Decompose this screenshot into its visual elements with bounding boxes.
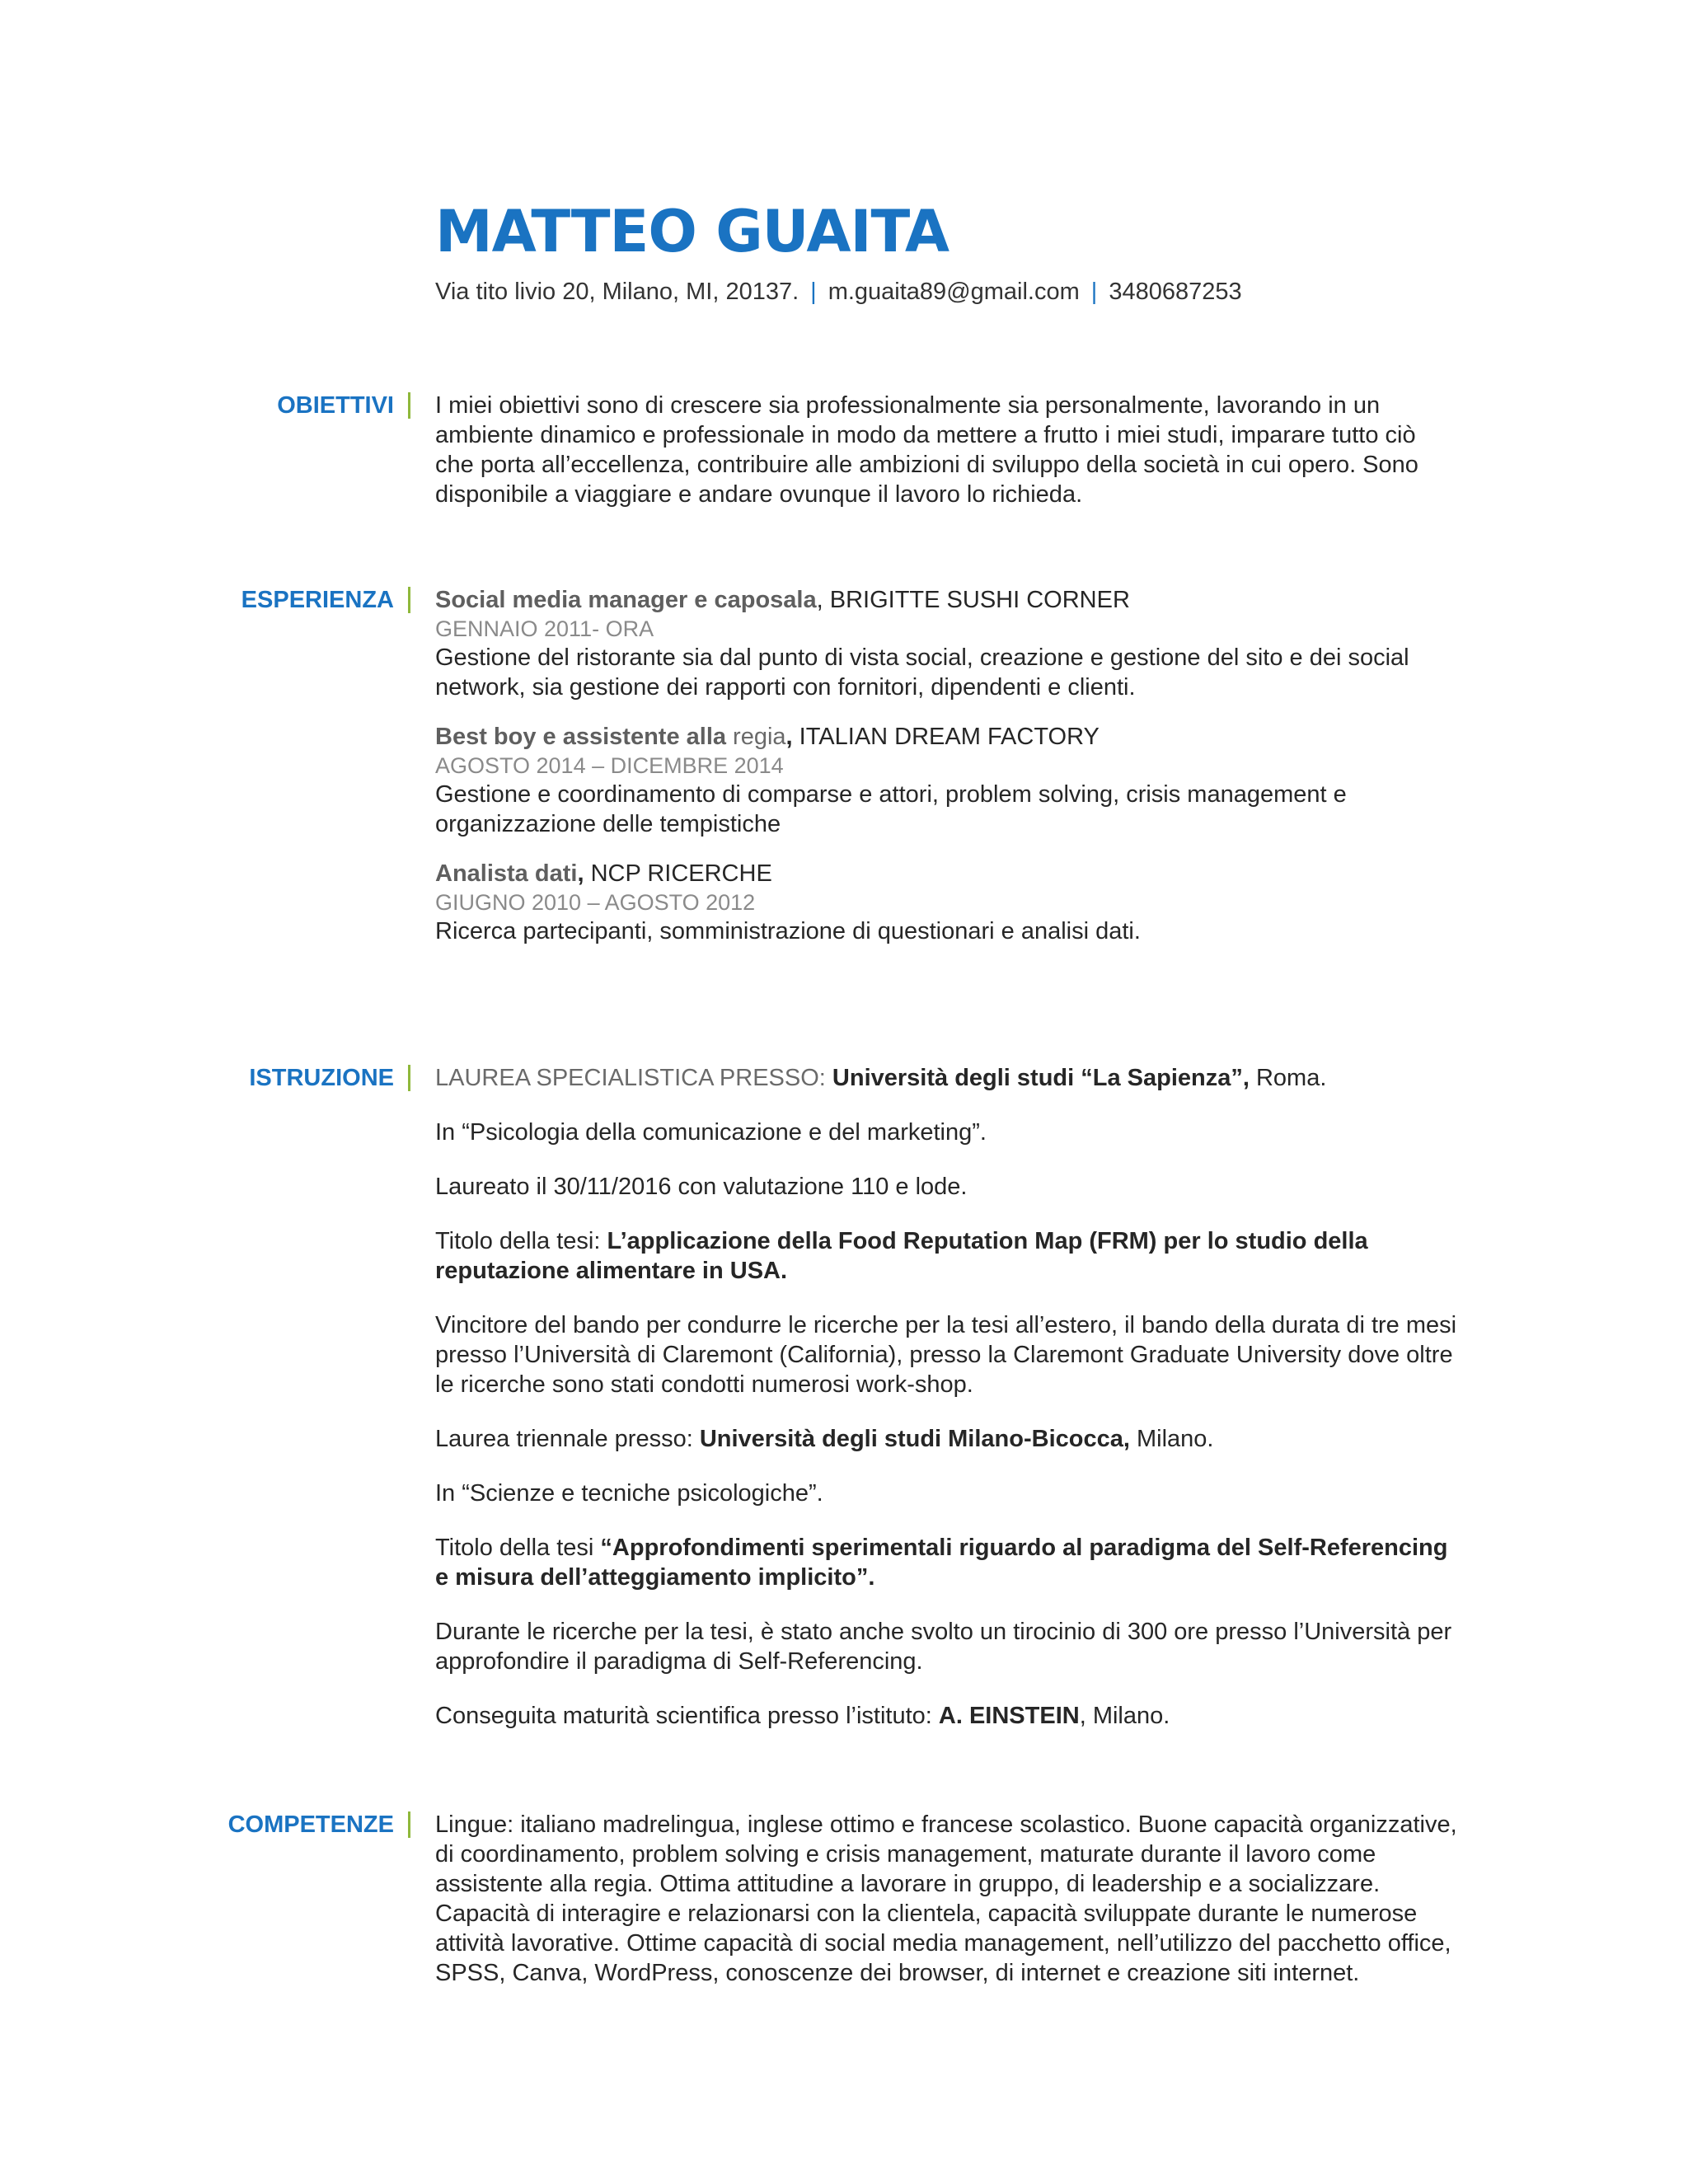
section-body-competenze [435, 1810, 1457, 1988]
school-city: , Milano. [1079, 1703, 1170, 1729]
degree-label: Laurea triennale presso: [435, 1426, 700, 1452]
job-dates: AGOSTO 2014 – DICEMBRE 2014 [435, 753, 784, 778]
education-paragraph [435, 1226, 1457, 1286]
university-name: Università degli studi Milano-Bicocca, [699, 1426, 1130, 1452]
education-paragraph: In “Psicologia della comunicazione e del marketing”. [435, 1119, 987, 1146]
job-comma: , [577, 860, 591, 887]
thesis-title: “Approfondimenti sperimentali riguardo al paradigma del Self-Referencing e misura dell’atteggiamento implicito”. [435, 1535, 1448, 1591]
thesis-label: Titolo della tesi [435, 1535, 601, 1561]
section-body-istruzione [435, 1063, 1457, 1755]
education-paragraph: In “Scienze e tecniche psicologiche”. [435, 1480, 823, 1507]
section-divider-bar [408, 587, 410, 613]
section-label-competenze: COMPETENZE [227, 1811, 394, 1838]
contact-separator: | [810, 279, 817, 305]
education-paragraph: Vincitore del bando per condurre le ricerche per la tesi all’estero, il bando della durata di tre mesi presso l’Università di Claremont (California), presso la Claremont Graduate University dove oltre le ricerche sono stati condotti numerosi work-shop. [435, 1312, 1457, 1398]
section-body-obiettivi [435, 391, 1457, 509]
job-title: Analista dati [435, 860, 578, 887]
resume-header [435, 198, 1507, 306]
school-label: Conseguita maturità scientifica presso l’istituto: [435, 1703, 939, 1729]
address: Via tito livio 20, Milano, MI, 20137. [435, 279, 799, 305]
thesis-label: Titolo della tesi: [435, 1228, 607, 1254]
section-label-obiettivi: OBIETTIVI [277, 392, 394, 419]
job-title-extra: regia [726, 724, 786, 750]
objectives-text: I miei obiettivi sono di crescere sia professionalmente sia personalmente, lavorando in un ambiente dinamico e professionale in modo da mettere a frutto i miei studi, imparare tutto ciò che porta all’eccellenza, contribuire alle ambizioni di sviluppo della società in cui opero. Sono disponibile a viaggiare e andare ovunque il lavoro lo richieda. [435, 392, 1418, 508]
phone: 3480687253 [1109, 279, 1242, 305]
degree-label: LAUREA SPECIALISTICA PRESSO: [435, 1065, 832, 1091]
education-paragraph [435, 1533, 1457, 1592]
section-divider-bar [408, 392, 410, 419]
email: m.guaita89@gmail.com [828, 279, 1080, 305]
section-divider-bar [408, 1811, 410, 1838]
contact-separator: | [1090, 279, 1098, 305]
job-description: Gestione e coordinamento di comparse e attori, problem solving, crisis management e organizzazione delle tempistiche [435, 781, 1347, 837]
skills-text: Lingue: italiano madrelingua, inglese ottimo e francese scolastico. Buone capacità organizzative, di coordinamento, problem solving e crisis management, maturate durante il lavoro come assistente alla regia. Ottima attitudine a lavorare in gruppo, di leadership e a socializzare. Capacità di interagire e relazionarsi con la clientela, capacità sviluppate durante le numerose attività lavorative. Ottime capacità di social media management, nell’utilizzo del pacchetto office, SPSS, Canva, WordPress, conoscenze dei browser, di internet e creazione siti internet. [435, 1811, 1457, 1986]
contact-line [435, 279, 1507, 306]
university-city: Milano. [1129, 1426, 1214, 1452]
job-comma: , [816, 587, 830, 613]
job-description: Ricerca partecipanti, somministrazione di questionari e analisi dati. [435, 918, 1141, 944]
university-city: Roma. [1249, 1065, 1327, 1091]
job-description: Gestione del ristorante sia dal punto di vista social, creazione e gestione del sito e dei social network, sia gestione dei rapporti con fornitori, dipendenti e clienti. [435, 644, 1409, 701]
school-name: A. EINSTEIN [938, 1703, 1080, 1729]
section-body-esperienza [435, 585, 1457, 966]
education-paragraph [435, 1701, 1457, 1731]
education-paragraph: Durante le ricerche per la tesi, è stato anche svolto un tirocinio di 300 ore presso l’Università per approfondire il paradigma di Self-Referencing. [435, 1619, 1452, 1675]
job-entry [435, 859, 1457, 946]
job-company: NCP RICERCHE [590, 860, 772, 887]
thesis-title: L’applicazione della Food Reputation Map (FRM) per lo studio della reputazione alimentare in USA. [435, 1228, 1368, 1284]
job-title: Social media manager e caposala [435, 587, 817, 613]
education-paragraph [435, 1424, 1457, 1454]
candidate-name: MATTEO GUAITA [435, 198, 950, 265]
job-entry [435, 585, 1457, 702]
job-company: BRIGITTE SUSHI CORNER [829, 587, 1130, 613]
university-name: Università degli studi “La Sapienza”, [832, 1065, 1250, 1091]
job-dates: GIUGNO 2010 – AGOSTO 2012 [435, 890, 756, 915]
job-title: Best boy e assistente alla [435, 724, 726, 750]
section-label-istruzione: ISTRUZIONE [249, 1065, 394, 1091]
section-label-esperienza: ESPERIENZA [241, 587, 394, 613]
job-comma: , [785, 724, 799, 750]
section-divider-bar [408, 1065, 410, 1091]
job-dates: GENNAIO 2011- ORA [435, 616, 654, 641]
job-entry [435, 722, 1457, 839]
job-company: ITALIAN DREAM FACTORY [799, 724, 1100, 750]
education-paragraph [435, 1063, 1457, 1093]
education-paragraph: Laureato il 30/11/2016 con valutazione 110 e lode. [435, 1174, 968, 1200]
